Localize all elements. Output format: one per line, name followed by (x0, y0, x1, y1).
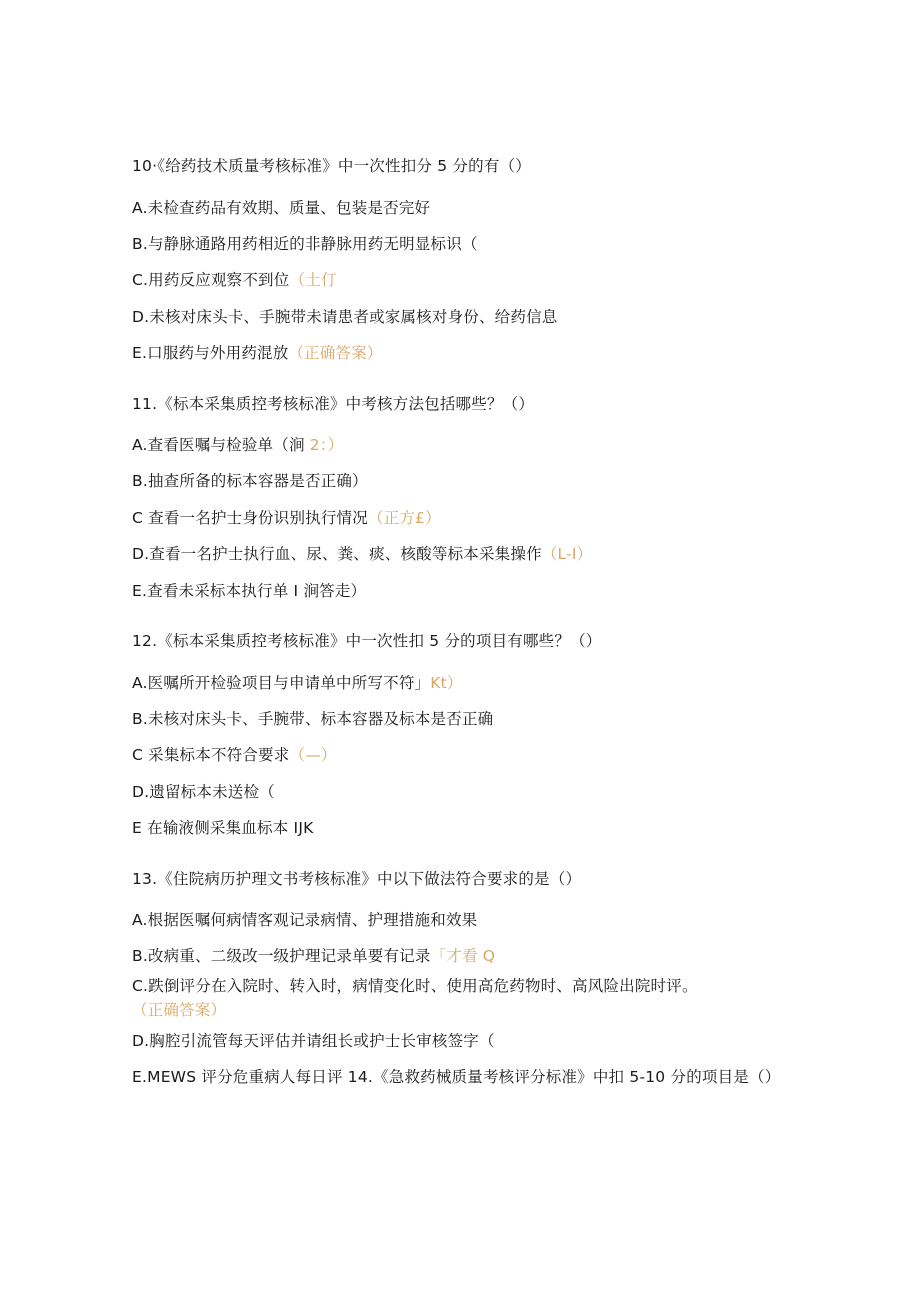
option-text: D.胸腔引流管每天评估并请组长或护士长审核签字（ (132, 1032, 495, 1050)
answer-mark: （正确答案） (132, 1001, 227, 1019)
question-11-title: 11.《标本采集质控考核标准》中考核方法包括哪些？（） (132, 395, 535, 413)
option-text: B.改病重、二级改一级护理记录单要有记录 (132, 947, 431, 965)
question-11-option-a (132, 433, 792, 457)
answer-mark: 「才看 Q (430, 947, 496, 965)
option-text: B.与静脉通路用药相近的非静脉用药无明显标识（ (132, 235, 478, 253)
option-text: D.遗留标本未送检（ (132, 783, 275, 801)
question-12-option-c (132, 743, 792, 767)
option-text: A.查看医嘱与检验单（涧 (132, 436, 305, 454)
question-11-option-e (132, 579, 792, 603)
question-12-option-a (132, 671, 792, 695)
option-text: C 采集标本不符合要求 (132, 746, 290, 764)
answer-mark: （正确答案） (288, 344, 383, 362)
option-text: D.查看一名护士执行血、尿、粪、痰、核酸等标本采集操作 (132, 545, 542, 563)
option-text: B.抽查所备的标本容器是否正确） (132, 472, 368, 490)
option-text: A.根据医嘱何病情客观记录病情、护理措施和效果 (132, 911, 478, 929)
option-text: C.跌倒评分在入院时、转入时，病情变化时、使用高危药物时、高风险出院时评。 (132, 977, 698, 995)
option-text: A.医嘱所开检验项目与申请单中所写不符」 (132, 674, 431, 692)
question-10-option-e (132, 341, 792, 365)
question-13-title: 13.《住院病历护理文书考核标准》中以下做法符合要求的是（） (132, 870, 582, 888)
question-11-option-c (132, 506, 792, 530)
question-12-option-e (132, 816, 792, 840)
answer-mark: Kt） (430, 674, 463, 692)
answer-mark: （L-I） (541, 545, 593, 563)
question-10-title: 10·《给药技术质量考核标准》中一次性扣分 5 分的有（） (132, 157, 531, 175)
option-text: C 查看一名护士身份识别执行情况 (132, 509, 368, 527)
option-text: E.口服药与外用药混放 (132, 344, 289, 362)
option-text: D.未核对床头卡、手腕带未请患者或家属核对身份、给药信息 (132, 308, 558, 326)
question-10-option-b (132, 232, 792, 256)
question-13-option-c (132, 974, 782, 1022)
question-12-title: 12.《标本采集质控考核标准》中一次性扣 5 分的项目有哪些？（） (132, 632, 602, 650)
answer-mark: （土仃 (289, 271, 337, 289)
question-13-option-d (132, 1029, 792, 1053)
question-13-option-e (132, 1065, 782, 1089)
question-13-option-b (132, 944, 792, 968)
question-12-option-b (132, 707, 792, 731)
question-10-option-c (132, 268, 792, 292)
answer-mark: 2：） (304, 436, 344, 454)
option-text: B.未核对床头卡、手腕带、标本容器及标本是否正确 (132, 710, 494, 728)
question-12-option-d (132, 780, 792, 804)
answer-mark: （—） (289, 746, 337, 764)
option-text: E 在输液侧采集血标本 IJK (132, 819, 314, 837)
option-text: E.查看未采标本执行单 I 涧答走） (132, 582, 367, 600)
question-11-option-d (132, 542, 792, 566)
option-text: E.MEWS 评分危重病人每日评 14.《急救药械质量考核评分标准》中扣 5-10 分的项目是（） (132, 1068, 781, 1086)
question-10-option-d (132, 305, 792, 329)
question-13-option-a (132, 908, 792, 932)
option-text: A.未检查药品有效期、质量、包装是否完好 (132, 199, 431, 217)
question-11-option-b (132, 469, 792, 493)
answer-mark: （正方£） (367, 509, 441, 527)
question-10-option-a (132, 196, 792, 220)
option-text: C.用药反应观察不到位 (132, 271, 290, 289)
